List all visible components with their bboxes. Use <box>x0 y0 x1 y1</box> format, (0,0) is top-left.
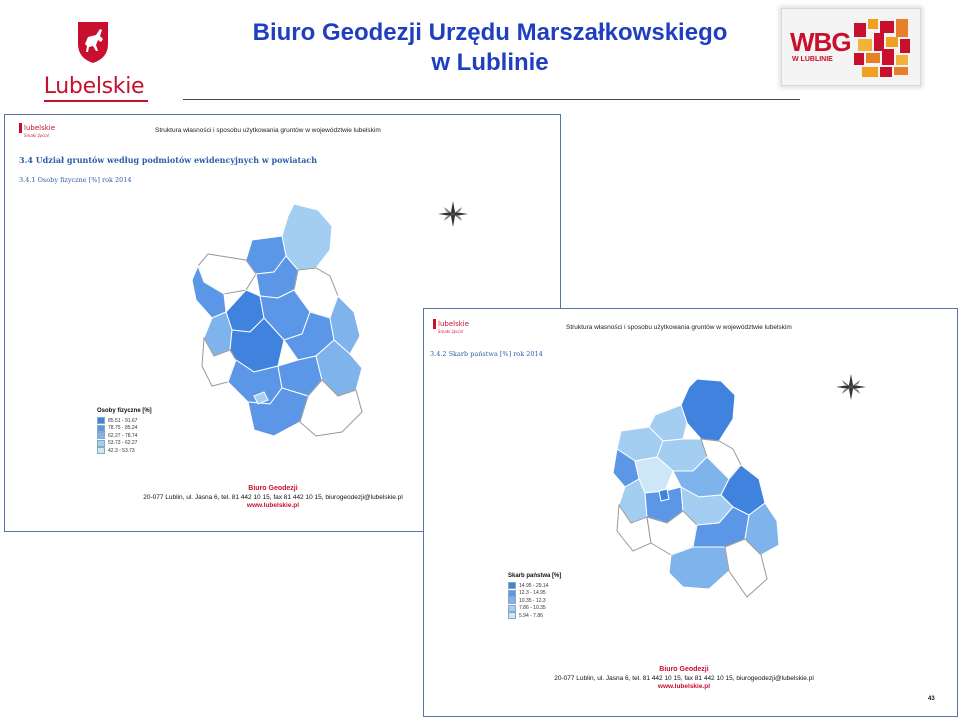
footer-website[interactable]: www.lubelskie.pl <box>657 683 711 690</box>
legend-range: 5.94 - 7.86 <box>519 612 543 619</box>
choropleth-map-state-treasury <box>609 375 789 607</box>
title-divider <box>183 99 800 100</box>
legend-range: 53.73 - 62.27 <box>108 440 138 447</box>
legend-item <box>97 447 152 455</box>
doc-b-header: Struktura własności i sposobu użytkowania gruntów w województwie lubelskim <box>566 324 792 331</box>
doc-a-legend <box>97 408 152 455</box>
doc-a-logo-text: lubelskie <box>24 124 56 132</box>
legend-item <box>97 440 152 448</box>
logo-mark-icon <box>433 319 436 329</box>
lubelskie-logo <box>36 20 152 102</box>
wbg-logo-subtext: W LUBLINIE <box>792 56 833 63</box>
doc-b-subsection-title: 3.4.2 Skarb państwa [%] rok 2014 <box>430 350 543 358</box>
map-page-state-treasury <box>423 308 958 717</box>
doc-a-footer <box>123 485 423 511</box>
doc-b-legend <box>508 573 561 620</box>
legend-item <box>508 582 561 590</box>
legend-item <box>97 432 152 440</box>
legend-range: 14.95 - 29.14 <box>519 582 549 589</box>
page-title <box>200 18 780 78</box>
legend-range: 7.86 - 10.35 <box>519 605 546 612</box>
doc-a-header: Struktura własności i sposobu użytkowania gruntów w województwie lubelskim <box>155 127 381 134</box>
legend-title: Osoby fizyczne [%] <box>97 408 152 414</box>
doc-b-logo-tagline: Smaki życia! <box>438 329 464 334</box>
doc-a-section-title: 3.4 Udział gruntów według podmiotów ewidencyjnych w powiatach <box>19 155 318 165</box>
legend-range: 78.75 - 85.24 <box>108 425 138 432</box>
logo-brand-text: Lubelskie <box>43 74 145 99</box>
footer-address: 20-077 Lublin, ul. Jasna 6, tel. 81 442 10 15, fax 81 442 10 15, biurogeodezji@lubelskie.pl <box>143 493 403 501</box>
legend-item <box>508 605 561 613</box>
legend-range: 12.3 - 14.95 <box>519 590 546 597</box>
legend-range: 42.3 - 53.73 <box>108 447 135 454</box>
doc-b-footer <box>534 666 834 692</box>
legend-item <box>97 425 152 433</box>
legend-item <box>508 612 561 620</box>
compass-rose-icon <box>831 372 871 402</box>
compass-rose-icon <box>433 199 473 229</box>
wbg-mosaic-icon <box>852 17 912 79</box>
footer-office: Biuro Geodezji <box>659 666 709 673</box>
logo-mark-icon <box>19 123 22 133</box>
doc-a-subsection-title: 3.4.1 Osoby fizyczne [%] rok 2014 <box>19 176 132 184</box>
legend-item <box>508 590 561 598</box>
legend-item <box>508 597 561 605</box>
footer-address: 20-077 Lublin, ul. Jasna 6, tel. 81 442 10 15, fax 81 442 10 15, biurogeodezji@lubelskie.pl <box>554 674 814 682</box>
choropleth-map-private <box>190 200 390 445</box>
doc-a-logo-tagline: Smaki życia! <box>24 133 50 138</box>
legend-title: Skarb państwa [%] <box>508 573 562 579</box>
footer-website[interactable]: www.lubelskie.pl <box>246 502 300 509</box>
legend-range: 85.51 - 91.67 <box>108 417 138 424</box>
doc-b-logo <box>433 319 469 334</box>
page-number: 43 <box>928 696 935 702</box>
doc-a-logo <box>19 123 55 138</box>
legend-item <box>97 417 152 425</box>
title-line-1: Biuro Geodezji Urzędu Marszałkowskiego <box>252 19 728 46</box>
coat-of-arms-icon <box>76 20 110 64</box>
logo-underline <box>44 100 148 102</box>
wbg-logo-text: WBG <box>790 27 851 57</box>
legend-range: 10.35 - 12.3 <box>519 597 546 604</box>
wbg-logo <box>781 8 921 86</box>
doc-b-logo-text: lubelskie <box>438 320 470 328</box>
title-line-2: w Lublinie <box>431 49 549 76</box>
legend-range: 62.27 - 78.74 <box>108 432 138 439</box>
footer-office: Biuro Geodezji <box>248 485 298 492</box>
